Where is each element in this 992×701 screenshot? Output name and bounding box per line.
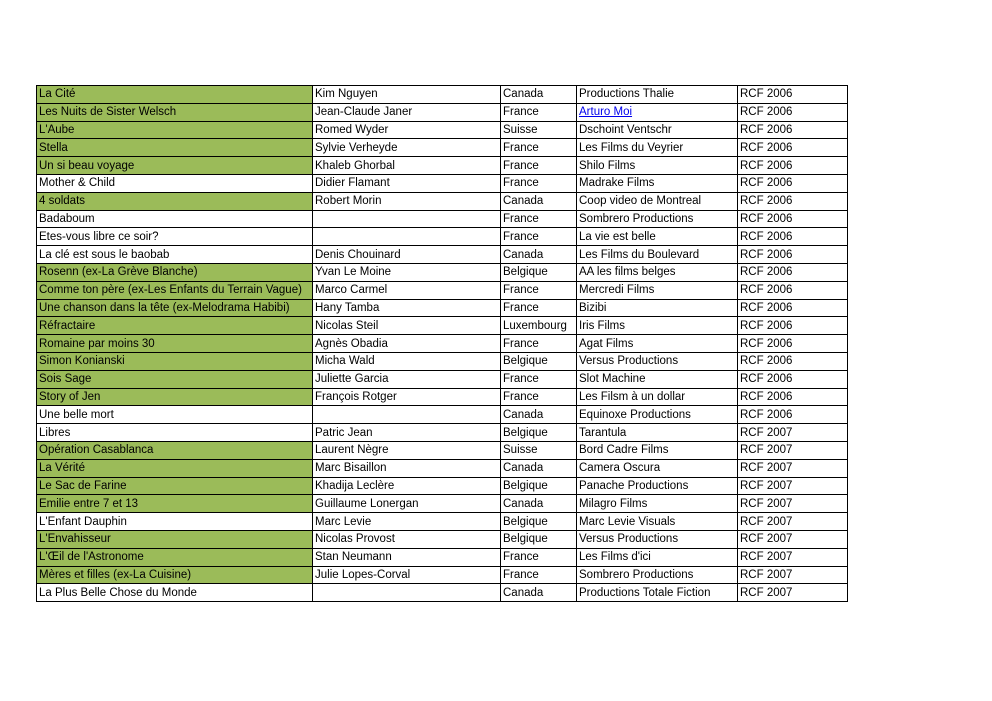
director-cell: Khaleb Ghorbal (313, 157, 501, 175)
table-row (37, 441, 848, 459)
film-title-cell: Badaboum (37, 210, 313, 228)
film-title-cell: Comme ton père (ex-Les Enfants du Terrain Vague) (37, 281, 313, 299)
director-cell: Micha Wald (313, 352, 501, 370)
film-title-cell: Simon Konianski (37, 352, 313, 370)
country-cell: France (501, 299, 577, 317)
country-cell: Belgique (501, 352, 577, 370)
producer-cell: Marc Levie Visuals (577, 513, 738, 531)
rcf-cell: RCF 2007 (738, 548, 848, 566)
table-row (37, 299, 848, 317)
table-row (37, 121, 848, 139)
country-cell: Belgique (501, 263, 577, 281)
rcf-cell: RCF 2007 (738, 441, 848, 459)
producer-cell: Les Films du Boulevard (577, 246, 738, 264)
film-table-body (37, 86, 848, 602)
producer-cell: Sombrero Productions (577, 210, 738, 228)
producer-cell: Versus Productions (577, 352, 738, 370)
rcf-cell: RCF 2006 (738, 281, 848, 299)
country-cell: Canada (501, 495, 577, 513)
director-cell: Julie Lopes-Corval (313, 566, 501, 584)
producer-cell: Shilo Films (577, 157, 738, 175)
table-row (37, 174, 848, 192)
rcf-cell: RCF 2006 (738, 370, 848, 388)
table-row (37, 530, 848, 548)
director-cell (313, 406, 501, 424)
film-title-cell: Libres (37, 424, 313, 442)
film-table (36, 85, 848, 602)
country-cell: France (501, 174, 577, 192)
director-cell: Yvan Le Moine (313, 263, 501, 281)
producer-cell: Productions Totale Fiction (577, 584, 738, 602)
country-cell: France (501, 210, 577, 228)
table-row (37, 459, 848, 477)
table-row (37, 335, 848, 353)
rcf-cell: RCF 2007 (738, 566, 848, 584)
film-title-cell: Emilie entre 7 et 13 (37, 495, 313, 513)
film-title-cell: Story of Jen (37, 388, 313, 406)
country-cell: Canada (501, 584, 577, 602)
rcf-cell: RCF 2006 (738, 228, 848, 246)
film-title-cell: Opération Casablanca (37, 441, 313, 459)
table-row (37, 281, 848, 299)
producer-cell: Equinoxe Productions (577, 406, 738, 424)
table-row (37, 246, 848, 264)
film-title-cell: Mother & Child (37, 174, 313, 192)
table-row (37, 352, 848, 370)
rcf-cell: RCF 2006 (738, 139, 848, 157)
director-cell: Kim Nguyen (313, 86, 501, 104)
country-cell: France (501, 388, 577, 406)
director-cell: Romed Wyder (313, 121, 501, 139)
film-title-cell: Stella (37, 139, 313, 157)
rcf-cell: RCF 2007 (738, 495, 848, 513)
producer-cell: Agat Films (577, 335, 738, 353)
film-title-cell: La Cité (37, 86, 313, 104)
film-title-cell: L'Œil de l'Astronome (37, 548, 313, 566)
producer-cell: Les Films du Veyrier (577, 139, 738, 157)
film-title-cell: Les Nuits de Sister Welsch (37, 103, 313, 121)
director-cell: Robert Morin (313, 192, 501, 210)
director-cell: Stan Neumann (313, 548, 501, 566)
director-cell: Denis Chouinard (313, 246, 501, 264)
director-cell: Nicolas Steil (313, 317, 501, 335)
rcf-cell: RCF 2006 (738, 246, 848, 264)
table-row (37, 317, 848, 335)
rcf-cell: RCF 2007 (738, 424, 848, 442)
film-title-cell: La Plus Belle Chose du Monde (37, 584, 313, 602)
director-cell: Khadija Leclère (313, 477, 501, 495)
rcf-cell: RCF 2007 (738, 530, 848, 548)
director-cell: Marc Bisaillon (313, 459, 501, 477)
rcf-cell: RCF 2006 (738, 86, 848, 104)
producer-cell: La vie est belle (577, 228, 738, 246)
country-cell: Canada (501, 86, 577, 104)
country-cell: Belgique (501, 477, 577, 495)
rcf-cell: RCF 2007 (738, 513, 848, 531)
country-cell: Belgique (501, 530, 577, 548)
director-cell: Juliette Garcia (313, 370, 501, 388)
film-title-cell: Une belle mort (37, 406, 313, 424)
producer-cell: Productions Thalie (577, 86, 738, 104)
rcf-cell: RCF 2006 (738, 406, 848, 424)
producer-cell: Mercredi Films (577, 281, 738, 299)
country-cell: France (501, 370, 577, 388)
rcf-cell: RCF 2006 (738, 192, 848, 210)
director-cell: Marco Carmel (313, 281, 501, 299)
producer-link[interactable]: Arturo Moi (579, 106, 633, 119)
table-row (37, 584, 848, 602)
table-row (37, 139, 848, 157)
film-title-cell: Sois Sage (37, 370, 313, 388)
table-row (37, 210, 848, 228)
rcf-cell: RCF 2006 (738, 299, 848, 317)
rcf-cell: RCF 2006 (738, 352, 848, 370)
country-cell: France (501, 566, 577, 584)
director-cell (313, 228, 501, 246)
producer-cell: Dschoint Ventschr (577, 121, 738, 139)
rcf-cell: RCF 2007 (738, 477, 848, 495)
producer-cell: Bizibi (577, 299, 738, 317)
rcf-cell: RCF 2007 (738, 584, 848, 602)
table-row (37, 103, 848, 121)
film-title-cell: Mères et filles (ex-La Cuisine) (37, 566, 313, 584)
director-cell: Didier Flamant (313, 174, 501, 192)
table-row (37, 192, 848, 210)
producer-cell: AA les films belges (577, 263, 738, 281)
rcf-cell: RCF 2006 (738, 210, 848, 228)
producer-cell: Versus Productions (577, 530, 738, 548)
director-cell: François Rotger (313, 388, 501, 406)
producer-cell: Coop video de Montreal (577, 192, 738, 210)
film-title-cell: L'Envahisseur (37, 530, 313, 548)
rcf-cell: RCF 2006 (738, 157, 848, 175)
producer-cell: Slot Machine (577, 370, 738, 388)
film-title-cell: La clé est sous le baobab (37, 246, 313, 264)
producer-cell (577, 103, 738, 121)
country-cell: Luxembourg (501, 317, 577, 335)
rcf-cell: RCF 2006 (738, 174, 848, 192)
rcf-cell: RCF 2006 (738, 263, 848, 281)
film-title-cell: L'Enfant Dauphin (37, 513, 313, 531)
director-cell: Agnès Obadia (313, 335, 501, 353)
country-cell: Suisse (501, 441, 577, 459)
table-row (37, 513, 848, 531)
director-cell: Guillaume Lonergan (313, 495, 501, 513)
director-cell: Sylvie Verheyde (313, 139, 501, 157)
table-row (37, 228, 848, 246)
director-cell: Nicolas Provost (313, 530, 501, 548)
film-title-cell: Romaine par moins 30 (37, 335, 313, 353)
rcf-cell: RCF 2007 (738, 459, 848, 477)
table-row (37, 406, 848, 424)
film-title-cell: Un si beau voyage (37, 157, 313, 175)
producer-cell: Madrake Films (577, 174, 738, 192)
country-cell: France (501, 103, 577, 121)
country-cell: Canada (501, 459, 577, 477)
table-row (37, 157, 848, 175)
producer-cell: Les Films d'ici (577, 548, 738, 566)
table-row (37, 388, 848, 406)
director-cell (313, 584, 501, 602)
director-cell: Hany Tamba (313, 299, 501, 317)
producer-cell: Bord Cadre Films (577, 441, 738, 459)
rcf-cell: RCF 2006 (738, 388, 848, 406)
producer-cell: Tarantula (577, 424, 738, 442)
rcf-cell: RCF 2006 (738, 317, 848, 335)
director-cell (313, 210, 501, 228)
producer-cell: Sombrero Productions (577, 566, 738, 584)
director-cell: Patric Jean (313, 424, 501, 442)
rcf-cell: RCF 2006 (738, 335, 848, 353)
country-cell: Canada (501, 406, 577, 424)
table-row (37, 263, 848, 281)
producer-cell: Iris Films (577, 317, 738, 335)
country-cell: Canada (501, 192, 577, 210)
film-title-cell: Le Sac de Farine (37, 477, 313, 495)
table-row (37, 424, 848, 442)
table-row (37, 548, 848, 566)
director-cell: Laurent Nègre (313, 441, 501, 459)
country-cell: Belgique (501, 513, 577, 531)
country-cell: France (501, 228, 577, 246)
director-cell: Jean-Claude Janer (313, 103, 501, 121)
country-cell: France (501, 548, 577, 566)
film-title-cell: Réfractaire (37, 317, 313, 335)
producer-cell: Panache Productions (577, 477, 738, 495)
rcf-cell: RCF 2006 (738, 121, 848, 139)
table-row (37, 566, 848, 584)
producer-cell: Les Filsm à un dollar (577, 388, 738, 406)
film-title-cell: Rosenn (ex-La Grève Blanche) (37, 263, 313, 281)
country-cell: Suisse (501, 121, 577, 139)
film-title-cell: Une chanson dans la tête (ex-Melodrama Habibi) (37, 299, 313, 317)
country-cell: France (501, 281, 577, 299)
director-cell: Marc Levie (313, 513, 501, 531)
country-cell: France (501, 335, 577, 353)
film-title-cell: 4 soldats (37, 192, 313, 210)
country-cell: France (501, 139, 577, 157)
table-row (37, 86, 848, 104)
rcf-cell: RCF 2006 (738, 103, 848, 121)
table-row (37, 370, 848, 388)
country-cell: France (501, 157, 577, 175)
table-row (37, 477, 848, 495)
table-row (37, 495, 848, 513)
country-cell: Canada (501, 246, 577, 264)
film-title-cell: L'Aube (37, 121, 313, 139)
country-cell: Belgique (501, 424, 577, 442)
film-title-cell: Etes-vous libre ce soir? (37, 228, 313, 246)
film-title-cell: La Vérité (37, 459, 313, 477)
producer-cell: Milagro Films (577, 495, 738, 513)
producer-cell: Camera Oscura (577, 459, 738, 477)
